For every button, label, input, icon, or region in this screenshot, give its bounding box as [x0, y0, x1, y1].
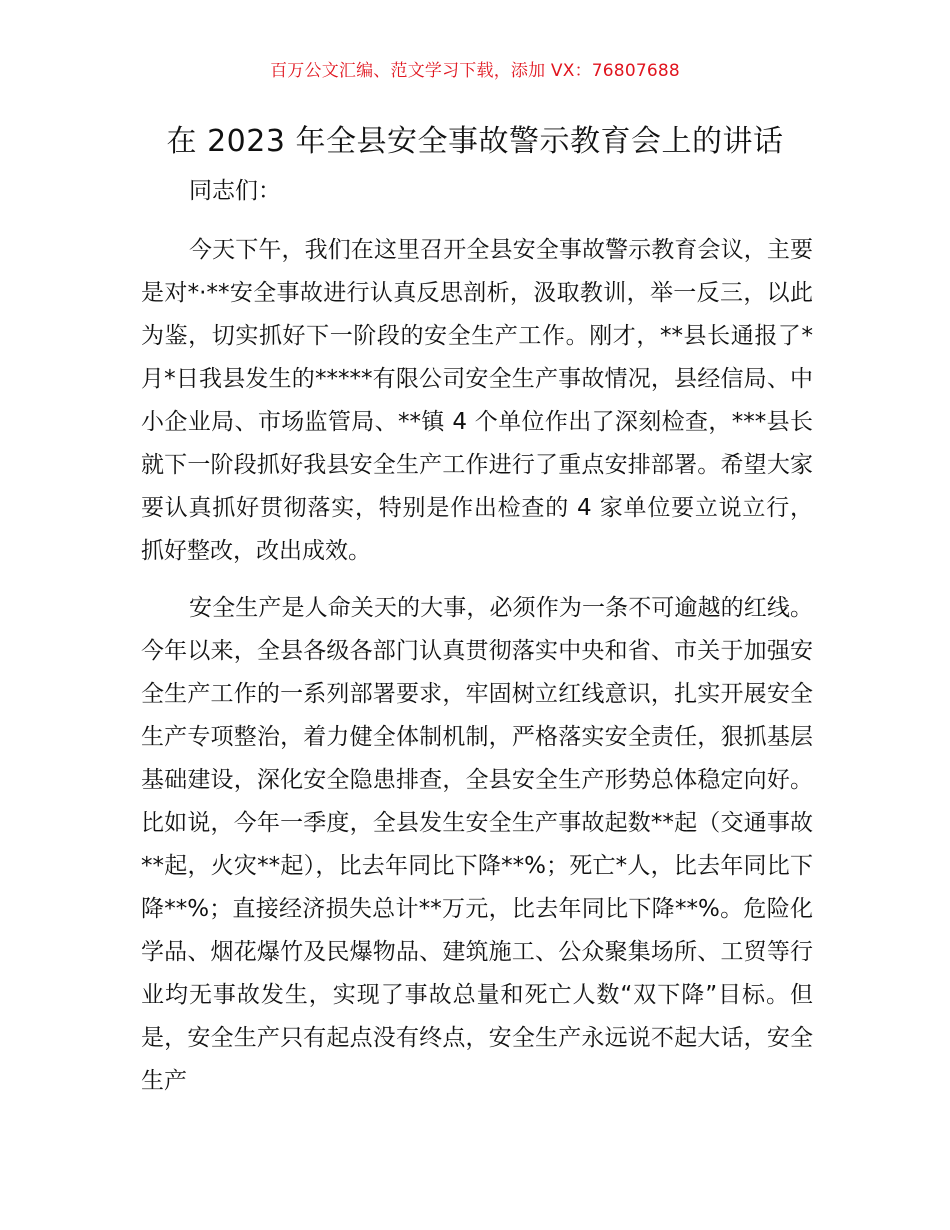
salutation: 同志们：	[189, 178, 281, 204]
document-title: 在 2023 年全县安全事故警示教育会上的讲话	[166, 124, 784, 159]
document-body	[141, 170, 813, 1103]
promo-header: 百万公文汇编、范文学习下载，添加 VX：76807688	[270, 61, 680, 81]
paragraph-1: 今天下午，我们在这里召开全县安全事故警示教育会议，主要是对*·**安全事故进行认真反思剖析，汲取教训，举一反三，以此为鉴，切实抓好下一阶段的安全生产工作。刚才，**县长通报了*月*日我县发生的*****有限公司安全生产事故情况，县经信局、中小企业局、市场监管局、**镇 4 个单位作出了深刻检查，***县长就下一阶段抓好我县安全生产工作进行了重点安排部署。希望大家要认真抓好贯彻落实，特别是作出检查的 4 家单位要立说立行，抓好整改，改出成效。	[141, 237, 813, 564]
paragraph-2: 安全生产是人命关天的大事，必须作为一条不可逾越的红线。今年以来，全县各级各部门认真贯彻落实中央和省、市关于加强安全生产工作的一系列部署要求，牢固树立红线意识，扎实开展安全生产专项整治，着力健全体制机制，严格落实安全责任，狠抓基层基础建设，深化安全隐患排查，全县安全生产形势总体稳定向好。比如说，今年一季度，全县发生安全生产事故起数**起（交通事故**起，火灾**起），比去年同比下降**%；死亡*人，比去年同比下降**%；直接经济损失总计**万元，比去年同比下降**%。危险化学品、烟花爆竹及民爆物品、建筑施工、公众聚集场所、工贸等行业均无事故发生，实现了事故总量和死亡人数“双下降”目标。但是，安全生产只有起点没有终点，安全生产永远说不起大话，安全生产	[141, 595, 813, 1094]
